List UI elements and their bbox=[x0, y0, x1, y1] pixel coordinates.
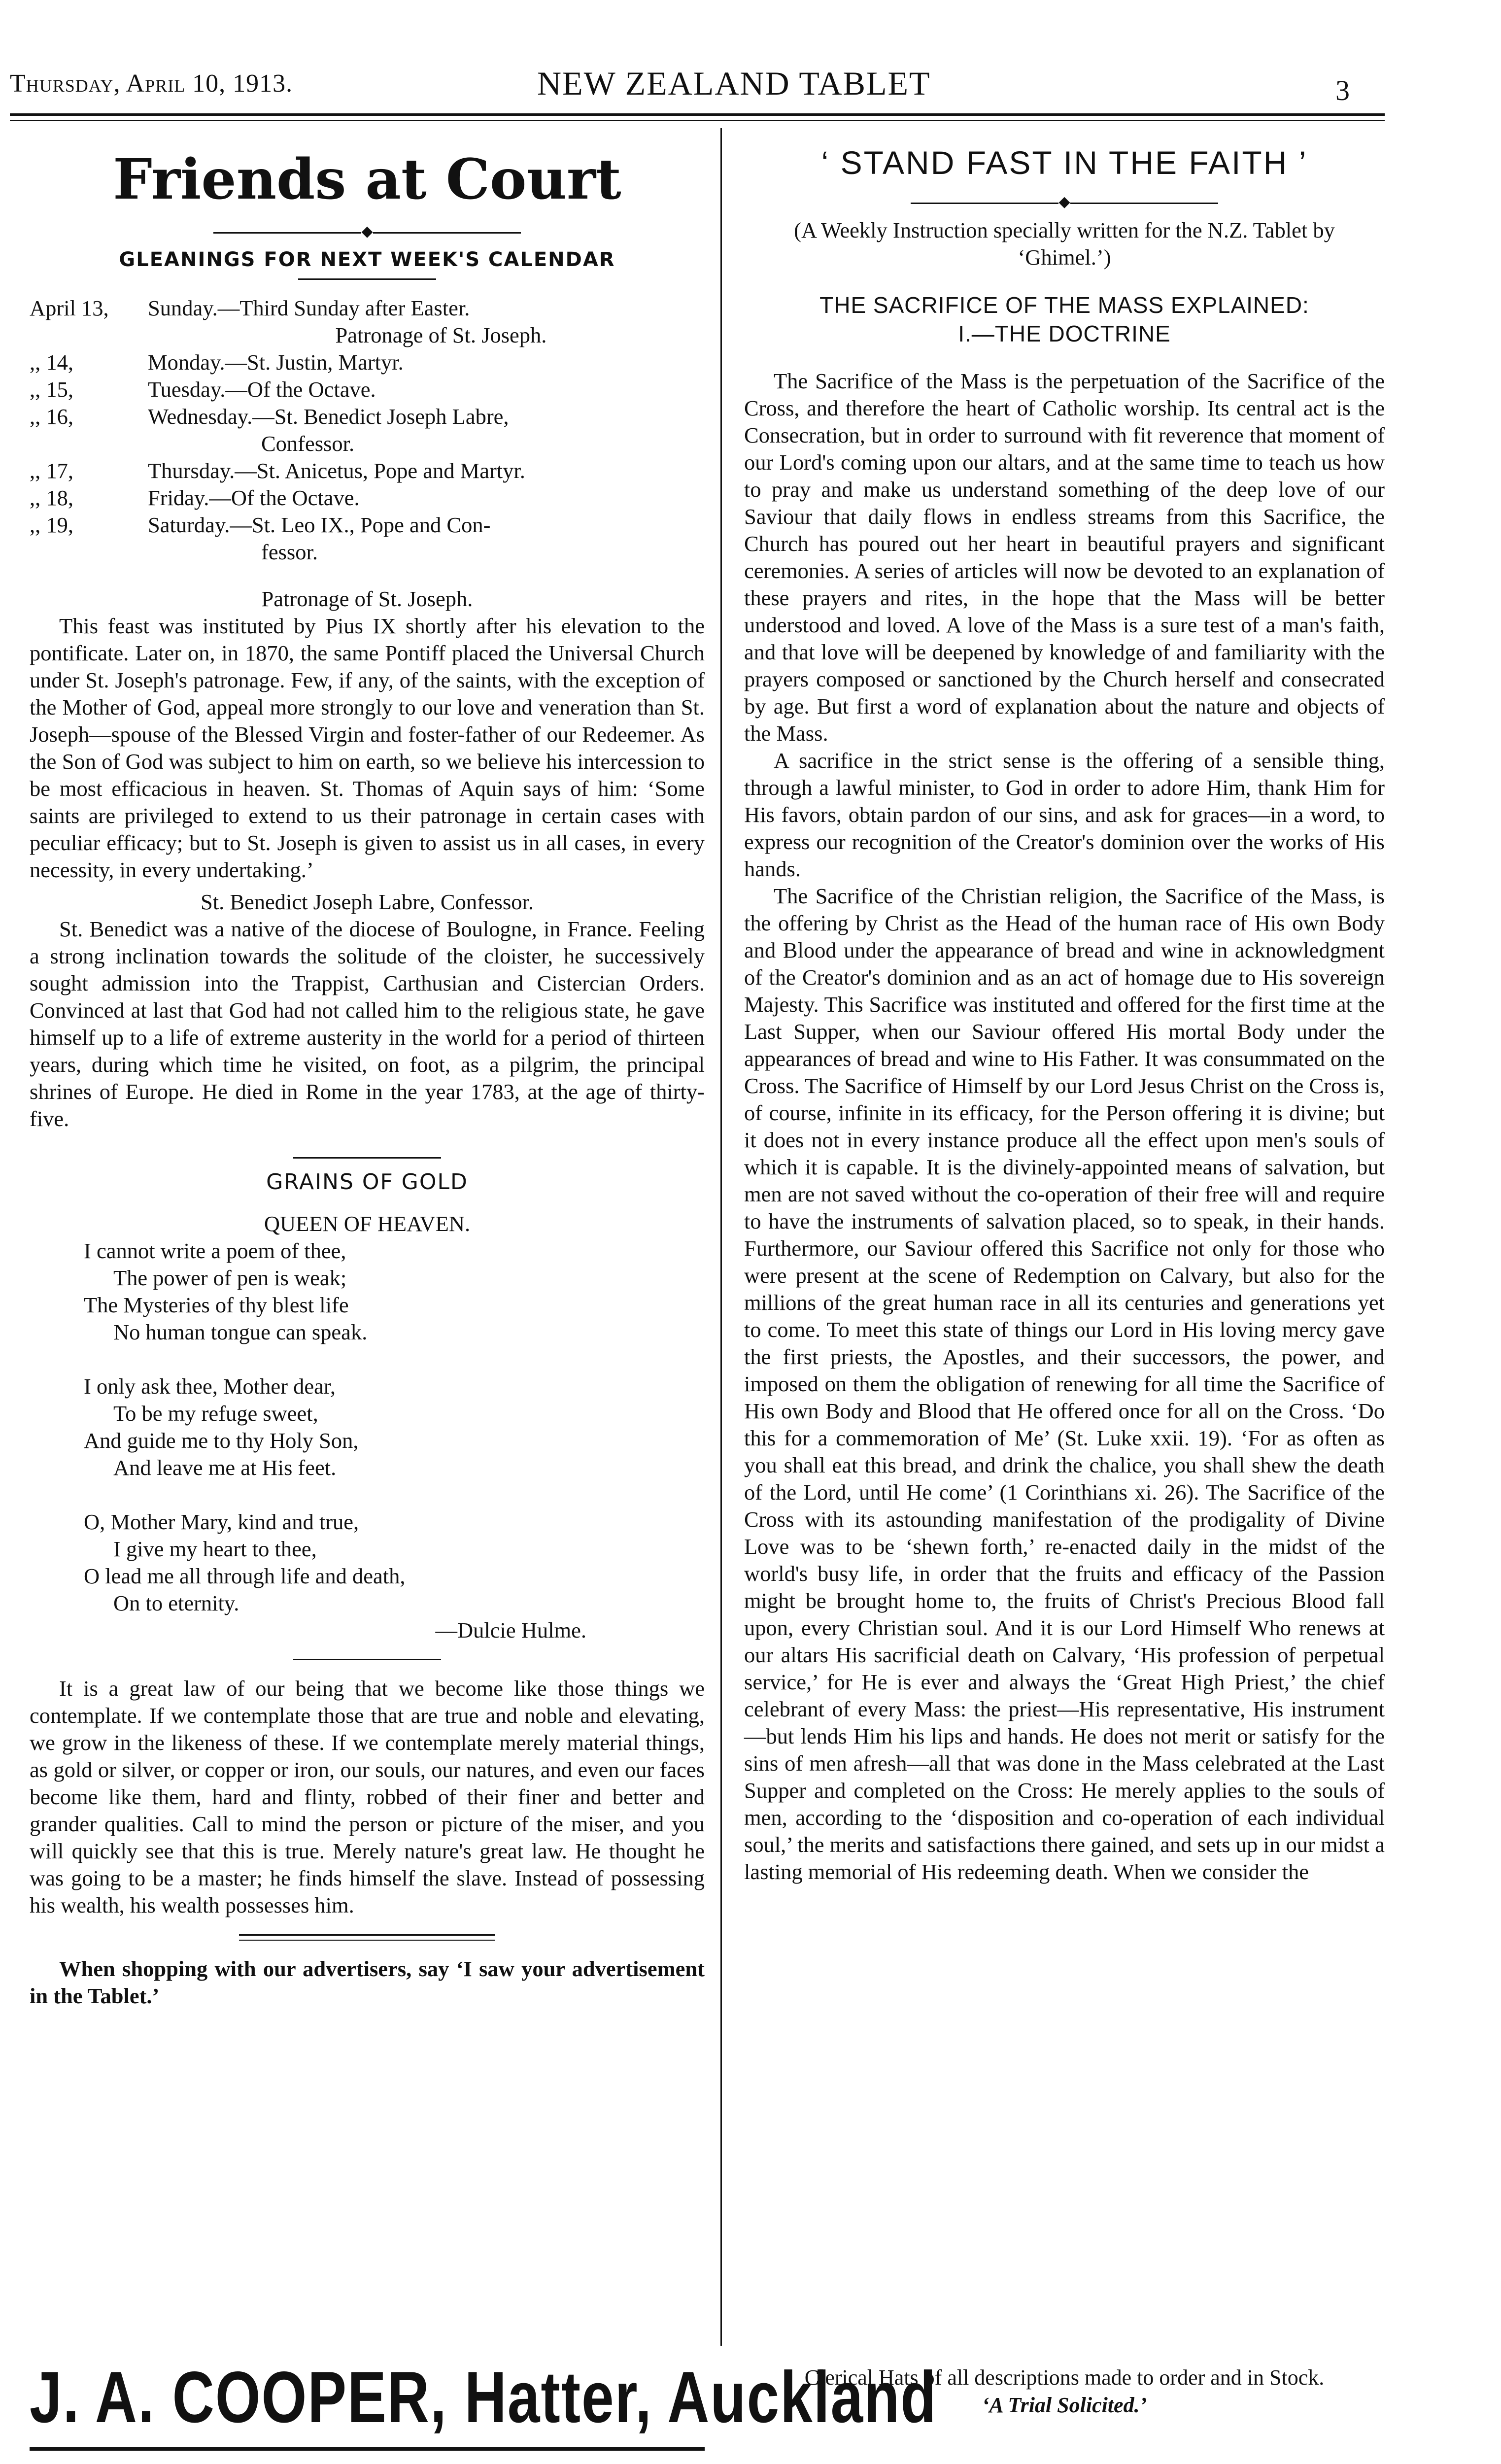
calendar-text: Tuesday.—Of the Octave. bbox=[148, 377, 376, 402]
poem-stanza bbox=[84, 1237, 705, 1346]
calendar-text: Friday.—Of the Octave. bbox=[148, 485, 360, 510]
poem-line: And guide me to thy Holy Son, bbox=[84, 1428, 359, 1453]
calendar-date: ,, 18, bbox=[30, 485, 73, 510]
calendar-date: ,, 14, bbox=[30, 350, 73, 375]
header-rule bbox=[10, 113, 1385, 116]
patronage-title: Patronage of St. Joseph. bbox=[261, 586, 473, 611]
divider bbox=[293, 1157, 441, 1159]
calendar-entry bbox=[30, 457, 705, 484]
header-date: Thursday, April 10, 1913. bbox=[10, 69, 293, 98]
advert-detail bbox=[744, 2365, 1385, 2418]
poem-stanza bbox=[84, 1373, 705, 1481]
poem bbox=[30, 1237, 705, 1617]
calendar-date: ,, 19, bbox=[30, 513, 73, 537]
calendar-entry bbox=[30, 403, 705, 430]
calendar-text: Thursday.—St. Anicetus, Pope and Martyr. bbox=[148, 458, 525, 483]
calendar-date: ,, 17, bbox=[30, 458, 73, 483]
advert-rule bbox=[30, 2447, 705, 2451]
poem-title: QUEEN OF HEAVEN. bbox=[264, 1211, 471, 1236]
poem-stanza bbox=[84, 1508, 705, 1617]
masthead-title: NEW ZEALAND TABLET bbox=[537, 65, 931, 102]
calendar-date: ,, 16, bbox=[30, 404, 73, 429]
article-subtitle: I.—THE DOCTRINE bbox=[958, 321, 1171, 346]
poem-author: —Dulcie Hulme. bbox=[435, 1618, 586, 1643]
left-column bbox=[30, 133, 705, 2010]
calendar-cont: fessor. bbox=[261, 540, 318, 564]
ornament-rule: ◆ bbox=[744, 192, 1385, 212]
poem-line: I cannot write a poem of thee, bbox=[84, 1238, 346, 1263]
labre-body: St. Benedict was a native of the diocese of Boulogne, in France. Feeling a strong inclination towards the solitude of the cloister, he successively sought admission into the Trappist, Carthusian and Cistercian Orders. Convinced at last that God had not called him to the religious state, he gave himself up to a life of extreme austerity in the world for a period of thirteen years, during which time he visited, on foot, as a pilgrim, the principal shrines of Europe. He died in Rome in the year 1783, at the age of thirty-five. bbox=[30, 917, 705, 1131]
poem-line: O lead me all through life and death, bbox=[84, 1564, 406, 1588]
poem-line: And leave me at His feet. bbox=[113, 1455, 337, 1480]
calendar-entry bbox=[30, 349, 705, 376]
calendar-text: Sunday.—Third Sunday after Easter. bbox=[148, 296, 470, 320]
column-divider bbox=[720, 128, 722, 2346]
calendar-text: Saturday.—St. Leo IX., Pope and Con- bbox=[148, 513, 491, 537]
poem-line: I give my heart to thee, bbox=[113, 1537, 317, 1561]
poem-line: I only ask thee, Mother dear, bbox=[84, 1374, 336, 1399]
article-paragraph: The Sacrifice of the Christian religion, the Sacrifice of the Mass, is the offering by Christ as the Head of the human race of His own Body and Blood under the appearance of bread and wine in acknowledgment of the Creator's dominion and as an act of homage due to His sovereign Majesty. This Sacrifice was instituted and offered for the first time at the Last Supper, when our Saviour offered His mortal Body under the appearances of bread and wine to His Father. It was consummated on the Cross. The Sacrifice of Himself by our Lord Jesus Christ on the Cross is, of course, infinite in its efficacy, for the Person offering it is divine; but it does not in every instance produce all the effect upon men's souls of which it is capable. It is the divinely-appointed means of salvation, but men are not saved without the co-operation of their free will and require to have the instruments of salvation placed, so to speak, in their hands. Furthermore, our Saviour offered this Sacrifice not only for those who were present at the scene of Redemption on Calvary, but also for the millions of the great human race in all its centuries and generations yet to come. To meet this state of things our Lord in His loving mercy gave the first priests, the Apostles, and their successors, the power, and imposed on them the obligation of renewing for all time the Sacrifice of His own Body and Blood that He offered once for all on the Cross. ‘Do this for a commemoration of Me’ (St. Luke xxii. 19). ‘For as often as you shall eat this bread, and drink the chalice, you shall shew the death of the Lord, until He come’ (1 Corinthians xi. 26). The Sacrifice of the Cross with its astounding manifestation of the prodigality of Divine Love was to be ‘shewn forth,’ re-enacted daily in the midst of the world's busy life, in order that the fruits and efficacy of the Passion might be brought home to, the fruits of Christ's Precious Blood fall upon, every Christian soul. And it is our Lord Himself Who renews at our altars His sacrificial death on Calvary, ‘His profession of perpetual service,’ for He is ever and always the ‘Great High Priest,’ the chief celebrant of every Mass: the priest—His representative, His instrument—but lends Him his lips and hands. He does not merit or satisfy for the sins of men afresh—all that was done in the Mass celebrated at the Last Supper and completed on the Cross: He merely applies to the souls of men, according to the ‘disposition and co-operation of each individual soul,’ the merits and satisfactions there gained, and sets up in our midst a lasting memorial of His redeeming death. When we consider the bbox=[744, 884, 1385, 1884]
instruction-intro: (A Weekly Instruction specially written for the N.Z. Tablet by ‘Ghimel.’) bbox=[794, 218, 1335, 270]
ornament-rule: ◆ bbox=[30, 222, 705, 241]
shopping-note: When shopping with our advertisers, say ‘I saw your advertisement in the Tablet.’ bbox=[30, 1956, 705, 2008]
right-column bbox=[744, 133, 1385, 1885]
patronage-body: This feast was instituted by Pius IX shortly after his elevation to the pontificate. Later on, in 1870, the same Pontiff placed the Universal Church under St. Joseph's patronage. Few, if any, of the saints, with the exception of the Mother of God, appeal more strongly to our love and veneration than St. Joseph—spouse of the Blessed Virgin and foster-father of our Redeemer. As the Son of God was subject to him on earth, so we believe his intercession to be most efficacious in heaven. St. Thomas of Aquin says of him: ‘Some saints are privileged to extend to us their patronage in certain cases with peculiar efficacy; but to St. Joseph is given to assist us in all cases, in every necessity, in every undertaking.’ bbox=[30, 614, 705, 882]
calendar-text: Wednesday.—St. Benedict Joseph Labre, bbox=[148, 404, 509, 429]
calendar-text: Monday.—St. Justin, Martyr. bbox=[148, 350, 404, 375]
article-paragraph: The Sacrifice of the Mass is the perpetuation of the Sacrifice of the Cross, and therefore the heart of Catholic worship. Its central act is the Consecration, but in order to surround with fit reverence that moment of our Lord's coming upon our altars, and at the same time to teach us how to pray and make us understand something of the deep love of our Saviour that daily flows in endless streams from this Sacrifice, the Church has poured out her heart in beautiful prayers and significant ceremonies. A series of articles will now be devoted to an explanation of these prayers and rites, in the hope that the Mass will be better understood and loved. A love of the Mass is a sure test of a man's faith, and that love will be deepened by knowledge of and familiarity with the prayers composed or sanctioned by the Church herself and consecrated by age. But first a word of explanation about the nature and objects of the Mass. bbox=[744, 369, 1385, 746]
article-paragraph: A sacrifice in the strict sense is the offering of a sensible thing, through a lawful minister, to God in order to adore Him, thank Him for His favors, obtain pardon of our sins, and ask for graces—in a word, to express our recognition of the Creator's dominion over the works of His hands. bbox=[744, 748, 1385, 881]
poem-line: The Mysteries of thy blest life bbox=[84, 1293, 349, 1317]
poem-line: O, Mother Mary, kind and true, bbox=[84, 1509, 359, 1534]
header-rule-thin bbox=[10, 120, 1385, 121]
calendar-entry bbox=[30, 376, 705, 403]
calendar-list bbox=[30, 295, 705, 566]
poem-line: On to eternity. bbox=[113, 1591, 239, 1615]
article-title: THE SACRIFICE OF THE MASS EXPLAINED: bbox=[819, 292, 1309, 318]
double-rule bbox=[239, 1934, 495, 1941]
divider bbox=[298, 278, 436, 280]
poem-line: The power of pen is weak; bbox=[113, 1266, 347, 1290]
grains-of-gold-heading: GRAINS OF GOLD bbox=[266, 1169, 468, 1195]
divider bbox=[293, 1659, 441, 1660]
calendar-entry bbox=[30, 484, 705, 512]
calendar-date: ,, 15, bbox=[30, 377, 73, 402]
advert-trial: ‘A Trial Solicited.’ bbox=[982, 2393, 1147, 2417]
stand-fast-heading: ‘ STAND FAST IN THE FAITH ’ bbox=[821, 144, 1308, 181]
cooper-hatter-advert: J. A. COOPER, Hatter, Auckland bbox=[30, 2357, 937, 2438]
poem-line: No human tongue can speak. bbox=[113, 1320, 368, 1344]
labre-title: St. Benedict Joseph Labre, Confessor. bbox=[200, 890, 534, 914]
calendar-cont: Patronage of St. Joseph. bbox=[335, 323, 547, 347]
calendar-cont: Confessor. bbox=[261, 431, 355, 456]
gleanings-subheading: GLEANINGS FOR NEXT WEEK'S CALENDAR bbox=[119, 248, 615, 271]
page-number: 3 bbox=[1335, 74, 1350, 106]
friends-at-court-heading: Friends at Court bbox=[113, 147, 621, 212]
calendar-entry bbox=[30, 512, 705, 539]
law-of-being-body: It is a great law of our being that we become like those things we contemplate. If we contemplate those that are true and noble and elevating, we grow in the likeness of these. If we contemplate merely material things, as gold or silver, or copper or iron, our souls, our natures, and even our faces become like them, hard and flinty, robbed of their finer and better and grander qualities. Call to mind the person or picture of the miser, and you will quickly see that this is true. Merely nature's great law. He thought he was going to be a master; he finds himself the slave. Instead of possessing his wealth, his wealth possesses him. bbox=[30, 1676, 705, 1917]
advert-text: Clerical Hats of all descriptions made to order and in Stock. bbox=[804, 2365, 1325, 2390]
calendar-date: April 13, bbox=[30, 296, 109, 320]
calendar-entry bbox=[30, 295, 705, 322]
poem-line: To be my refuge sweet, bbox=[113, 1401, 318, 1426]
